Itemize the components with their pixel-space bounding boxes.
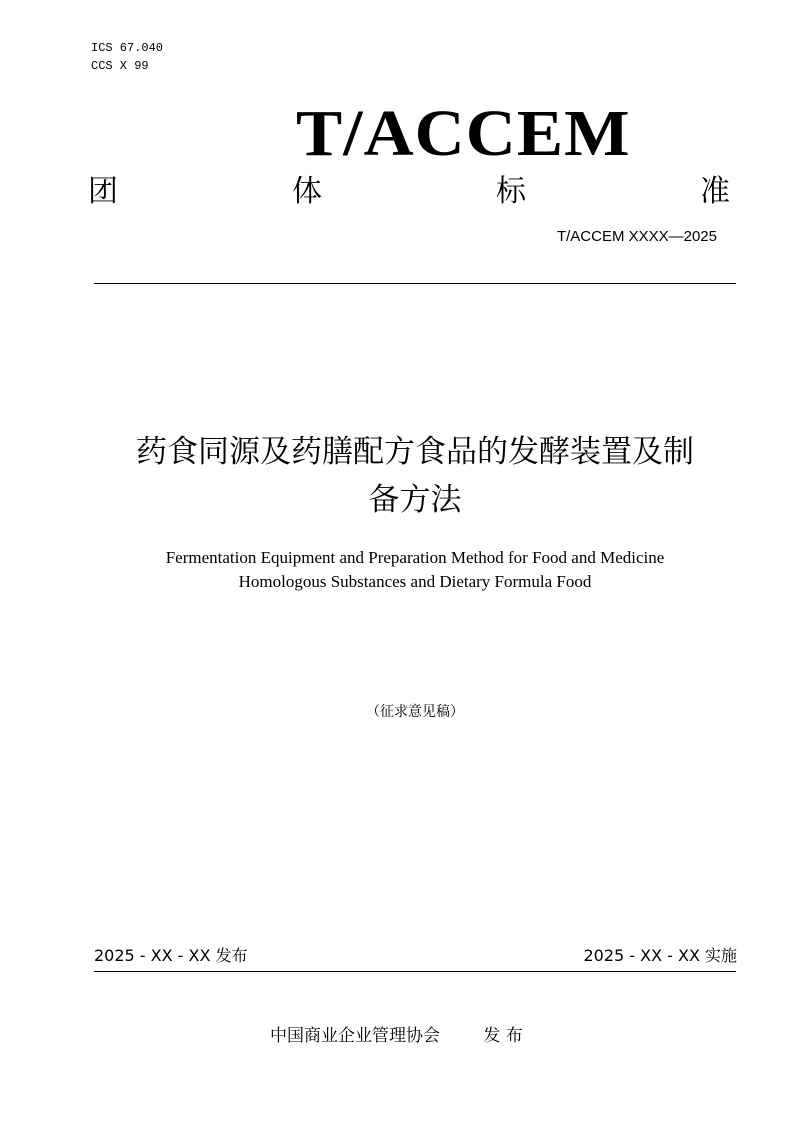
ccs-code: CCS X 99 — [91, 59, 149, 73]
classification-codes — [91, 39, 163, 75]
publish-action: 发 布 — [483, 1026, 523, 1046]
implement-date: 2025 - XX - XX 实施 — [583, 946, 737, 965]
standard-brand: T/ACCEM — [296, 97, 631, 170]
bottom-divider — [94, 971, 736, 972]
title-en — [60, 546, 770, 594]
document-number: T/ACCEM XXXX—2025 — [556, 228, 717, 245]
standard-type-char: 准 — [700, 174, 730, 209]
top-divider — [94, 283, 736, 284]
title-zh-line: 药食同源及药膳配方食品的发酵装置及制 — [136, 434, 694, 470]
publisher — [270, 1024, 523, 1048]
draft-label: （征求意见稿） — [366, 704, 464, 720]
standard-type — [88, 172, 730, 212]
title-en-line: Fermentation Equipment and Preparation Method for Food and Medicine — [165, 548, 665, 567]
standard-type-char: 团 — [88, 174, 118, 209]
title-en-line: Homologous Substances and Dietary Formula Food — [238, 572, 592, 591]
standard-type-char: 体 — [292, 174, 322, 209]
title-zh — [60, 428, 770, 524]
publisher-name: 中国商业企业管理协会 — [270, 1026, 440, 1046]
ics-code: ICS 67.040 — [91, 41, 164, 55]
title-zh-line: 备方法 — [368, 482, 462, 518]
standard-type-char: 标 — [496, 174, 526, 209]
issue-date: 2025 - XX - XX 发布 — [94, 946, 248, 965]
